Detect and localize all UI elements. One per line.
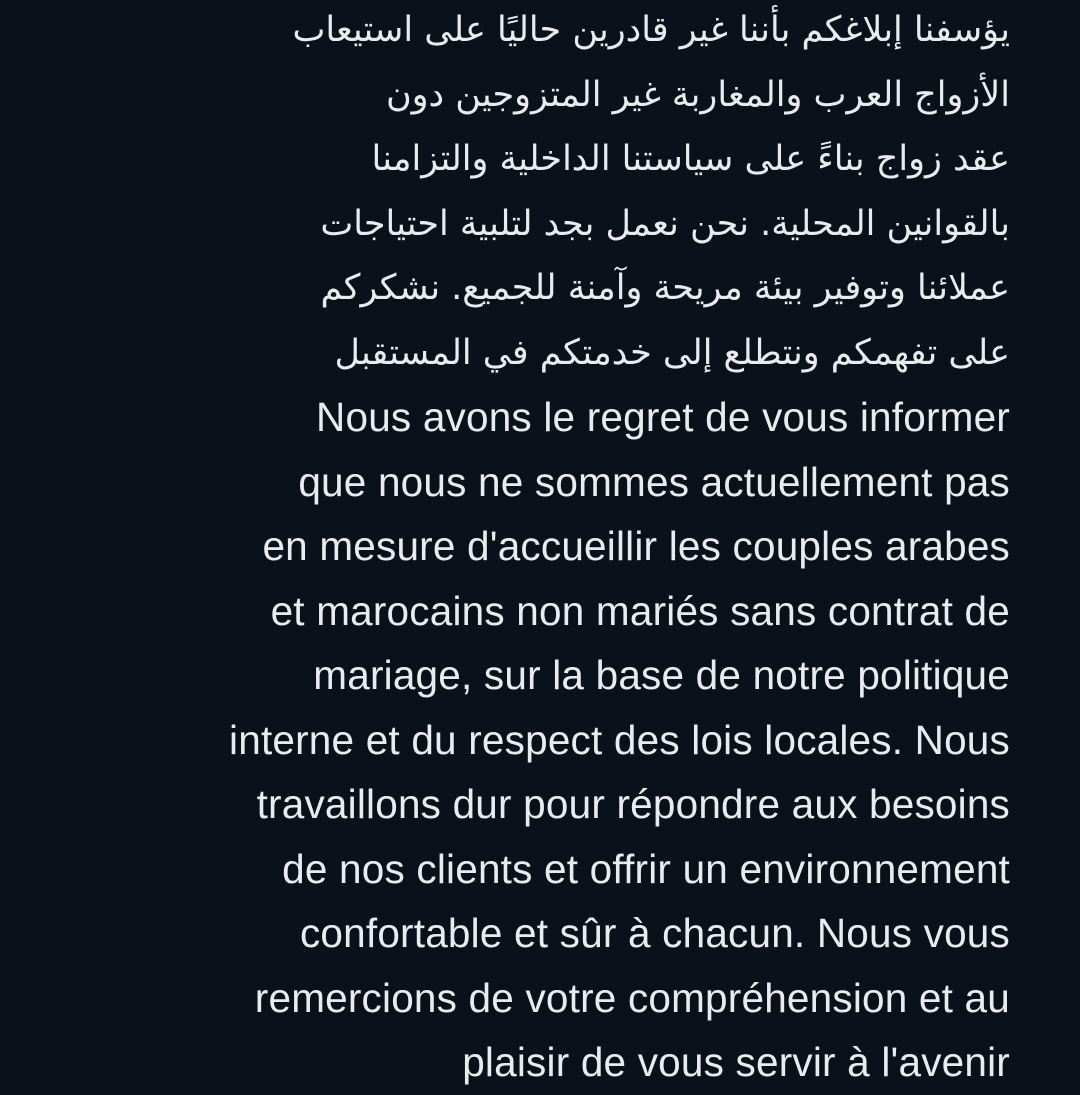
french-notice [60, 385, 1010, 1095]
arabic-notice [60, 0, 1010, 385]
french-line-5: mariage, sur la base de notre politique [313, 652, 1010, 698]
french-line-6: interne et du respect des lois locales. Nous [229, 716, 1010, 763]
french-line-4: et marocains non mariés sans contrat de [270, 587, 1010, 634]
french-line-2: que nous ne sommes actuellement pas [298, 458, 1010, 505]
arabic-line-6: على تفهمكم ونتطلع إلى خدمتكم في المستقبل [334, 332, 1010, 373]
french-line-3: en mesure d'accueillir les couples arabes [262, 523, 1010, 569]
french-line-9: confortable et sûr à chacun. Nous vous [299, 910, 1010, 956]
arabic-line-3: عقد زواج بناءً على سياستنا الداخلية والتزامنا [371, 139, 1010, 179]
arabic-line-4: بالقوانين المحلية. نحن نعمل بجد لتلبية احتياجات [320, 203, 1010, 244]
notice-message [60, 0, 1010, 1085]
french-line-1: Nous avons le regret de vous informer [316, 394, 1010, 440]
french-line-8: de nos clients et offrir un environnement [282, 845, 1010, 892]
french-line-10: remercions de votre compréhension et au [254, 974, 1010, 1021]
arabic-line-5: عملائنا وتوفير بيئة مريحة وآمنة للجميع. نشكركم [320, 268, 1010, 308]
arabic-line-2: الأزواج العرب والمغاربة غير المتزوجين دون [385, 74, 1010, 115]
french-line-11: plaisir de vous servir à l'avenir [462, 1039, 1010, 1085]
arabic-line-1: يؤسفنا إبلاغكم بأننا غير قادرين حاليًا على استيعاب [292, 10, 1010, 50]
french-line-7: travaillons dur pour répondre aux besoins [256, 781, 1010, 827]
